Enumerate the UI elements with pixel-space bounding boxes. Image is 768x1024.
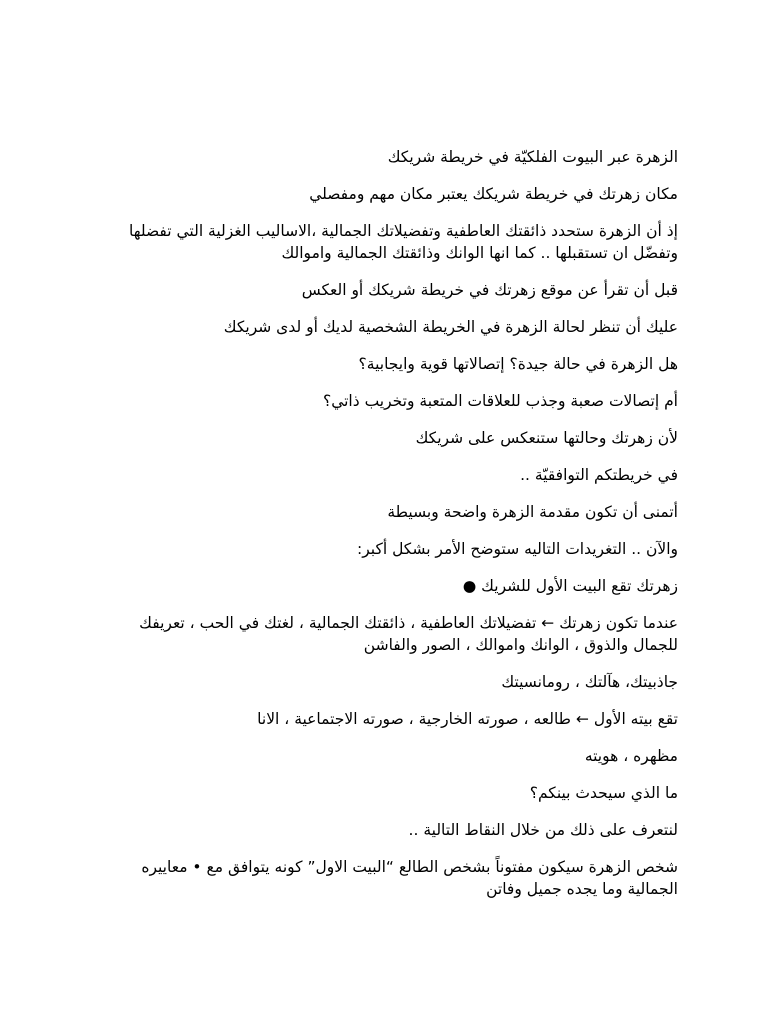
paragraph: جاذبيتك، هآلتك ، رومانسيتك: [501, 673, 678, 691]
paragraph: أتمنى أن تكون مقدمة الزهرة واضحة وبسيطة: [387, 503, 678, 521]
paragraph: مظهره ، هويته: [584, 747, 678, 765]
paragraph: ما الذي سيحدث بينكم؟: [529, 784, 678, 802]
paragraph: زهرتك تقع البيت الأول للشريك ●: [462, 577, 678, 595]
paragraph: إذ أن الزهرة ستحدد ذائقتك العاطفية وتفضيلاتك الجمالية ،الاساليب الغزلية التي تفضلها وتفضّل ان تستقبلها .. كما انها الوانك وذائقتك الجمالية واموالك: [128, 222, 678, 262]
paragraph: أم إتصالات صعبة وجذب للعلاقات المتعبة وتخريب ذاتي؟: [322, 392, 678, 410]
paragraph: تقع بيته الأول ← طالعه ، صورته الخارجية ، صورته الاجتماعية ، الانا: [257, 710, 678, 728]
document-title: الزهرة عبر البيوت الفلكيّة في خريطة شريكك: [387, 148, 678, 166]
paragraph: هل الزهرة في حالة جيدة؟ إتصالاتها قوية وايجابية؟: [358, 355, 678, 373]
paragraph: في خريطتكم التوافقيّة ..: [520, 466, 678, 484]
paragraph: عليك أن تنظر لحالة الزهرة في الخريطة الشخصية لديك أو لدى شريكك: [223, 318, 678, 336]
paragraph: والآن .. التغريدات التاليه ستوضح الأمر بشكل أكبر:: [357, 540, 678, 558]
document-page: [90, 146, 678, 915]
paragraph: قبل أن تقرأ عن موقع زهرتك في خريطة شريكك أو العكس: [301, 281, 678, 299]
paragraph: مكان زهرتك في خريطة شريكك يعتبر مكان مهم ومفصلي: [309, 185, 678, 203]
paragraph: لنتعرف على ذلك من خلال النقاط التالية ..: [408, 821, 678, 839]
paragraph: لأن زهرتك وحالتها ستنعكس على شريكك: [415, 429, 678, 447]
paragraph: عندما تكون زهرتك ← تفضيلاتك العاطفية ، ذائقتك الجمالية ، لغتك في الحب ، تعريفك للجمال والذوق ، الوانك واموالك ، الصور والفاشن: [139, 614, 678, 654]
paragraph: شخص الزهرة سيكون مفتوناً بشخص الطالع “البيت الاول” كونه يتوافق مع • معاييره الجمالية وما يجده جميل وفاتن: [141, 858, 678, 898]
